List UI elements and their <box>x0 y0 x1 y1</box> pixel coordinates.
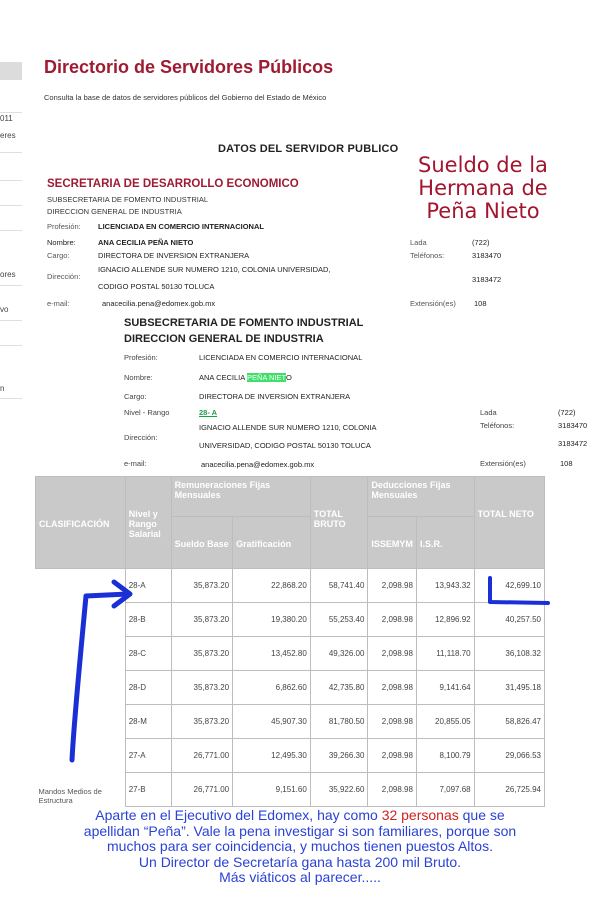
extension-value: 108 <box>560 459 573 468</box>
bruto-cell: 81,780.50 <box>310 705 368 739</box>
neto-cell: 31,495.18 <box>474 671 544 705</box>
telefonos-label: Teléfonos: <box>410 251 445 260</box>
gratificacion-cell: 22,868.20 <box>233 569 311 603</box>
profesion-label: Profesión: <box>47 222 81 231</box>
telefonos-label: Teléfonos: <box>480 421 515 430</box>
cargo-label: Cargo: <box>47 251 70 260</box>
gratificacion-cell: 6,862.60 <box>233 671 311 705</box>
nivel-link[interactable]: 28- A <box>199 408 218 417</box>
isr-cell: 11,118.70 <box>416 637 474 671</box>
issemym-cell: 2,098.98 <box>368 637 417 671</box>
neto-cell: 42,699.10 <box>474 569 544 603</box>
note-line: Un Director de Secretaría gana hasta 200 mil Bruto. <box>138 853 462 870</box>
bruto-cell: 35,922.60 <box>310 773 368 807</box>
direccion-label: Dirección: <box>124 433 158 442</box>
nivel-cell: 28-C <box>125 637 171 671</box>
issemym-cell: 2,098.98 <box>368 773 417 807</box>
lada-label: Lada <box>480 408 497 417</box>
direccion-line-1: IGNACIO ALLENDE SUR NUMERO 1210, COLONIA <box>199 423 377 432</box>
page-title: Directorio de Servidores Públicos <box>44 57 334 77</box>
lada-value: (722) <box>558 408 576 417</box>
header-remuneraciones: Remuneraciones Fijas Mensuales <box>171 477 310 517</box>
note-text: que se <box>458 807 505 823</box>
nombre-value: ANA CECILIA PEÑA NIETO <box>98 238 194 247</box>
extension-value: 108 <box>474 299 487 308</box>
sueldo-cell: 26,771.00 <box>171 773 233 807</box>
sueldo-cell: 35,873.20 <box>171 705 233 739</box>
nombre-text: O <box>285 373 292 382</box>
annotation-line: Hermana de <box>418 176 548 200</box>
isr-cell: 7,097.68 <box>416 773 474 807</box>
gratificacion-cell: 19,380.20 <box>233 603 311 637</box>
header-clasificacion: CLASIFICACIÓN <box>36 477 126 569</box>
nivel-cell: 27-B <box>125 773 171 807</box>
header-total-neto: TOTAL NETO <box>474 477 544 569</box>
neto-cell: 26,725.94 <box>474 773 544 807</box>
nombre-text: ANA CECILIA <box>199 373 247 382</box>
sueldo-cell: 35,873.20 <box>171 603 233 637</box>
neto-cell: 29,066.53 <box>474 739 544 773</box>
subsecretaria-name: SUBSECRETARIA DE FOMENTO INDUSTRIAL <box>47 195 208 204</box>
sueldo-cell: 35,873.20 <box>171 569 233 603</box>
bruto-cell: 42,735.80 <box>310 671 368 705</box>
nivel-cell: 28-D <box>125 671 171 705</box>
header-issemym: ISSEMYM <box>368 517 417 569</box>
profesion-value: LICENCIADA EN COMERCIO INTERNACIONAL <box>199 353 363 362</box>
sidebar-item[interactable]: ores <box>0 270 16 279</box>
nombre-label: Nombre: <box>47 238 76 247</box>
sidebar-item[interactable]: 011 <box>0 114 13 123</box>
sueldo-cell: 35,873.20 <box>171 671 233 705</box>
direccion-line-1: IGNACIO ALLENDE SUR NUMERO 1210, COLONIA UNIVERSIDAD, <box>98 265 331 274</box>
note-text: Aparte en el Ejecutivo del Edomex, hay como <box>95 807 382 823</box>
section-title: DATOS DEL SERVIDOR PUBLICO <box>218 143 399 155</box>
nivel-cell: 28-B <box>125 603 171 637</box>
header-nivel: Nivel y Rango Salarial <box>125 477 171 569</box>
note-line <box>20 808 580 824</box>
telefono-1: 3183470 <box>558 421 588 430</box>
cargo-label: Cargo: <box>124 392 147 401</box>
header-sueldo-base: Sueldo Base <box>171 517 233 569</box>
neto-cell: 40,257.50 <box>474 603 544 637</box>
bruto-cell: 58,741.40 <box>310 569 368 603</box>
highlighted-surname: PEÑA NIET <box>246 373 286 382</box>
header-isr: I.S.R. <box>416 517 474 569</box>
sueldo-cell: 35,873.20 <box>171 637 233 671</box>
clasificacion-cell: Mandos Medios de Estructura <box>36 569 126 807</box>
telefono-2: 3183472 <box>558 439 588 448</box>
issemym-cell: 2,098.98 <box>368 603 417 637</box>
note-line: apellidan “Peña”. Vale la pena investigar si son familiares, porque son <box>83 822 517 839</box>
isr-cell: 8,100.79 <box>416 739 474 773</box>
gratificacion-cell: 45,907.30 <box>233 705 311 739</box>
gratificacion-cell: 12,495.30 <box>233 739 311 773</box>
cargo-value: DIRECTORA DE INVERSION EXTRANJERA <box>98 251 250 260</box>
sueldo-cell: 26,771.00 <box>171 739 233 773</box>
header-total-bruto: TOTAL BRUTO <box>310 477 368 569</box>
sidebar-item[interactable]: n <box>0 384 5 393</box>
isr-cell: 9,141.64 <box>416 671 474 705</box>
note-line: Más viáticos al parecer..... <box>219 869 381 886</box>
direccion-line-2: CODIGO POSTAL 50130 TOLUCA <box>98 282 215 291</box>
email-label: e-mail: <box>47 299 70 308</box>
lada-label: Lada <box>410 238 427 247</box>
direccion-line-2: UNIVERSIDAD, CODIGO POSTAL 50130 TOLUCA <box>199 441 371 450</box>
gratificacion-cell: 9,151.60 <box>233 773 311 807</box>
sidebar-item[interactable]: eres <box>0 131 16 140</box>
direccion-general: DIRECCION GENERAL DE INDUSTRIA <box>124 333 324 345</box>
bruto-cell: 39,266.30 <box>310 739 368 773</box>
direccion-general: DIRECCION GENERAL DE INDUSTRIA <box>47 207 182 216</box>
nivel-label: Nivel - Rango <box>124 408 170 417</box>
nivel-cell: 27-A <box>125 739 171 773</box>
nombre-label: Nombre: <box>124 373 153 382</box>
email-link[interactable]: anacecilia.pena@edomex.gob.mx <box>102 299 216 308</box>
extension-label: Extensión(es) <box>480 459 526 468</box>
isr-cell: 13,943.32 <box>416 569 474 603</box>
annotation-line: Sueldo de la <box>418 153 548 177</box>
note-highlight: 32 personas <box>381 807 459 823</box>
profesion-label: Profesión: <box>124 353 158 362</box>
note-line: muchos para ser coincidencia, y muchos tienen puestos Altos. <box>107 838 493 855</box>
neto-cell: 36,108.32 <box>474 637 544 671</box>
profesion-value: LICENCIADA EN COMERCIO INTERNACIONAL <box>98 222 264 231</box>
secretaria-name: SECRETARIA DE DESARROLLO ECONOMICO <box>47 178 299 190</box>
lada-value: (722) <box>472 238 490 247</box>
arrow-icon <box>72 594 128 760</box>
neto-cell: 58,826.47 <box>474 705 544 739</box>
isr-cell: 12,896.92 <box>416 603 474 637</box>
annotation-line: Peña Nieto <box>426 199 540 223</box>
issemym-cell: 2,098.98 <box>368 739 417 773</box>
telefono-2: 3183472 <box>472 275 502 284</box>
issemym-cell: 2,098.98 <box>368 569 417 603</box>
extension-label: Extensión(es) <box>410 299 456 308</box>
nivel-cell: 28-M <box>125 705 171 739</box>
nivel-cell: 28-A <box>125 569 171 603</box>
page-subtitle: Consulta la base de datos de servidores públicos del Gobierno del Estado de México <box>44 93 327 102</box>
commentary-note <box>20 808 580 886</box>
email-label: e-mail: <box>124 459 147 468</box>
bruto-cell: 55,253.40 <box>310 603 368 637</box>
direccion-label: Dirección: <box>47 272 81 281</box>
email-link[interactable]: anacecilia.pena@edomex.gob.mx <box>201 460 315 469</box>
bracket-icon <box>490 578 548 603</box>
issemym-cell: 2,098.98 <box>368 671 417 705</box>
gratificacion-cell: 13,452.80 <box>233 637 311 671</box>
issemym-cell: 2,098.98 <box>368 705 417 739</box>
cargo-value: DIRECTORA DE INVERSION EXTRANJERA <box>199 392 351 401</box>
isr-cell: 20,855.05 <box>416 705 474 739</box>
bruto-cell: 49,326.00 <box>310 637 368 671</box>
sidebar-item[interactable]: vo <box>0 305 9 314</box>
header-gratificacion: Gratificación <box>233 517 311 569</box>
subsecretaria-name: SUBSECRETARIA DE FOMENTO INDUSTRIAL <box>124 317 364 329</box>
telefono-1: 3183470 <box>472 251 502 260</box>
header-deducciones: Deducciones Fijas Mensuales <box>368 477 474 517</box>
